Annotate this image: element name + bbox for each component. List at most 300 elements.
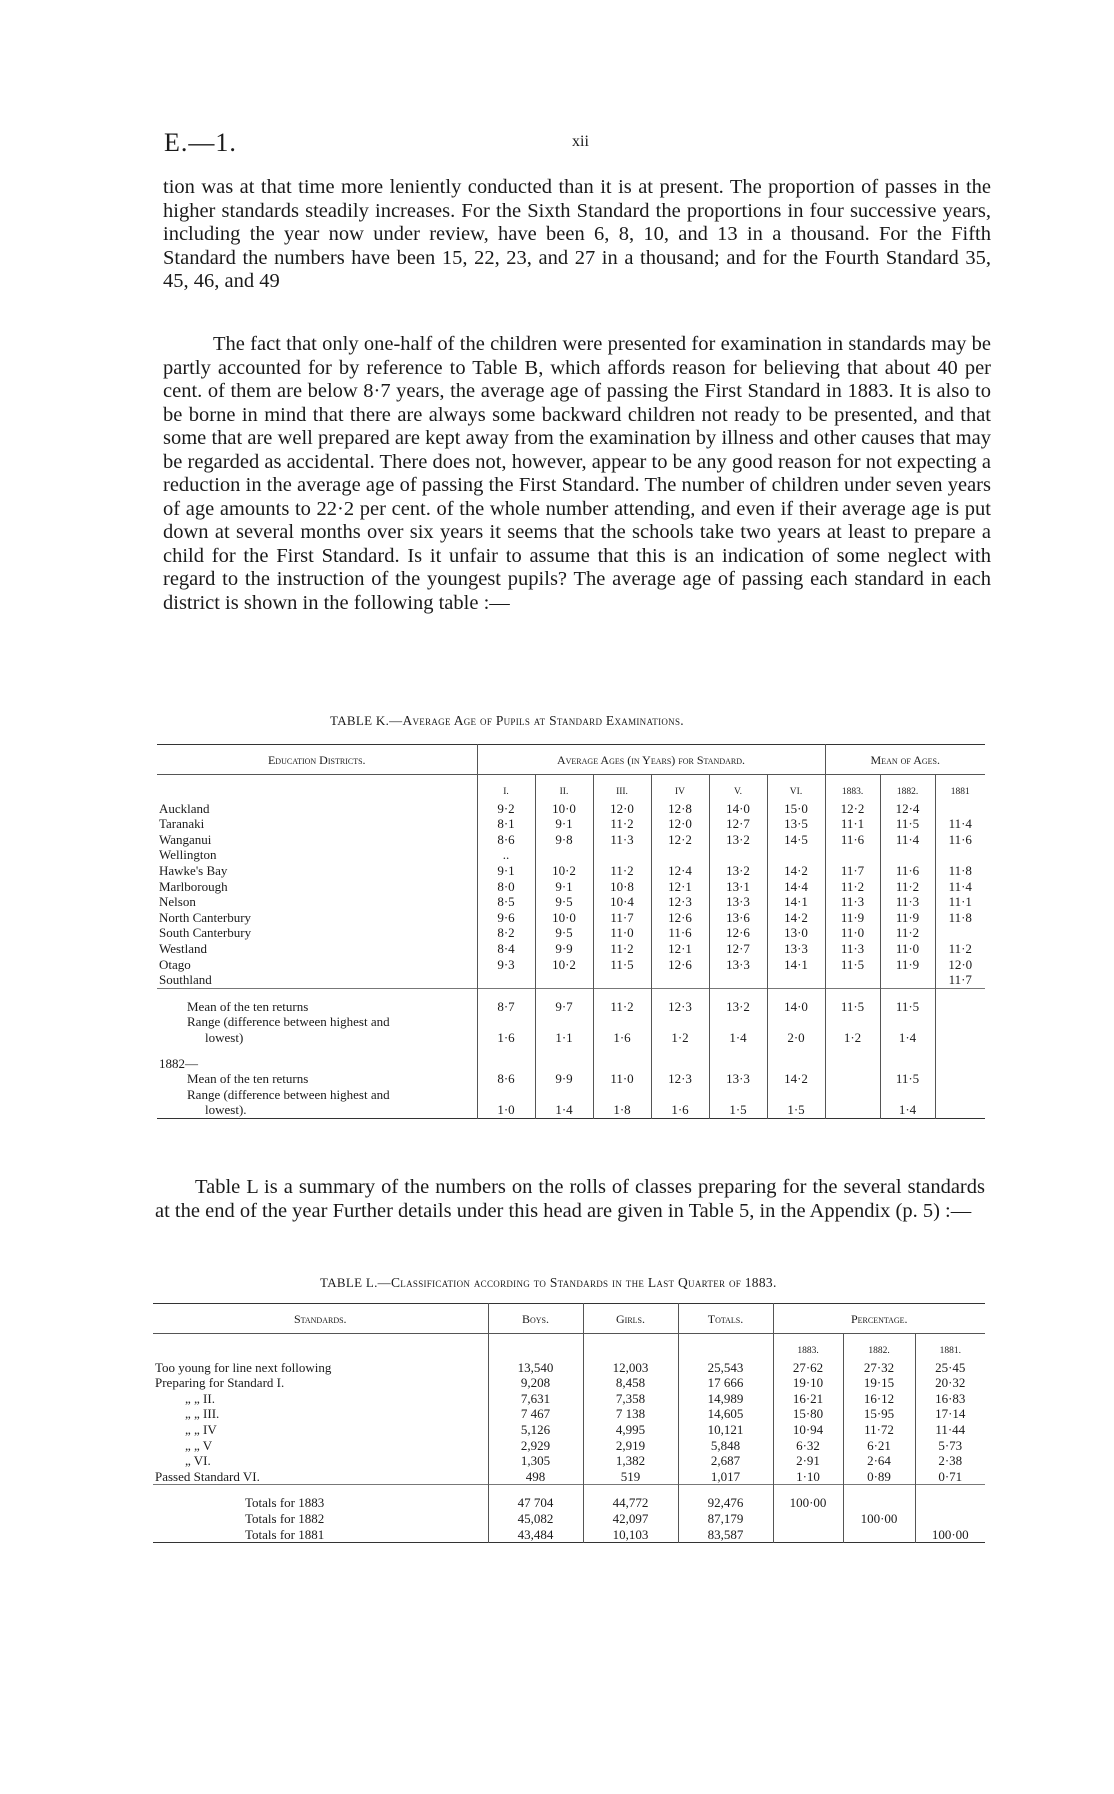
table-cell: 2·91 <box>773 1453 843 1469</box>
table-k-1882-label: 1882— <box>159 1055 198 1071</box>
totals-label: Totals for 1883 <box>245 1495 325 1511</box>
table-cell: 9·1 <box>477 863 535 879</box>
standard-name: „ „ II. <box>185 1390 215 1406</box>
table-cell: 0·89 <box>843 1469 915 1485</box>
table-l-header-boys: Boys. <box>488 1304 583 1334</box>
table-cell: 13·3 <box>709 957 767 973</box>
table-cell: 8·0 <box>477 879 535 895</box>
table-cell <box>477 972 535 988</box>
table-cell: 11·9 <box>825 910 880 926</box>
table-cell: 4,995 <box>583 1422 678 1438</box>
table-cell: 11·6 <box>935 832 985 848</box>
table-k-range-row <box>157 1030 985 1046</box>
table-cell: 8·7 <box>477 999 535 1015</box>
table-k-mean-row <box>157 999 985 1015</box>
table-cell: 1·5 <box>767 1102 825 1118</box>
table-l-subheader: 1881. <box>915 1334 985 1360</box>
table-row <box>153 1360 985 1376</box>
table-cell: 10·2 <box>535 957 593 973</box>
table-k-caption-prefix: TABLE K.— <box>330 713 403 728</box>
table-cell: 1·6 <box>651 1102 709 1118</box>
table-k-mean-label: Mean of the ten returns <box>187 998 309 1014</box>
table-cell: 11·6 <box>880 863 935 879</box>
table-cell: 13·2 <box>709 832 767 848</box>
table-cell: 0·71 <box>915 1469 985 1485</box>
table-row <box>157 894 985 910</box>
table-cell: 100·00 <box>843 1511 915 1527</box>
table-row <box>153 1469 985 1485</box>
table-cell <box>935 1102 985 1118</box>
table-cell: 11·5 <box>880 816 935 832</box>
table-cell: 19·15 <box>843 1375 915 1391</box>
table-cell: 1·6 <box>477 1030 535 1046</box>
table-cell <box>593 847 651 863</box>
table-k-1882-range-label-row <box>157 1087 985 1103</box>
table-cell: 12·3 <box>651 1071 709 1087</box>
table-k-header-mean: Mean of Ages. <box>825 745 985 775</box>
table-cell: 11·2 <box>880 879 935 895</box>
table-cell: 2·64 <box>843 1453 915 1469</box>
table-k-1882-mean-row <box>157 1071 985 1087</box>
table-cell: 15·80 <box>773 1406 843 1422</box>
table-cell: 12·4 <box>651 863 709 879</box>
table-cell: 11·0 <box>825 925 880 941</box>
table-k-1882-range-label: Range (difference between highest and <box>187 1086 390 1102</box>
table-k-subheader: III. <box>593 775 651 801</box>
table-k-subheader: VI. <box>767 775 825 801</box>
standard-name: „ VI. <box>185 1453 211 1469</box>
table-cell: 11·8 <box>935 910 985 926</box>
table-k-subheader: I. <box>477 775 535 801</box>
table-cell <box>843 1527 915 1543</box>
table-cell: 47 704 <box>488 1495 583 1511</box>
district-name: Wellington <box>159 847 217 863</box>
table-l-subheader: 1883. <box>773 1334 843 1360</box>
table-k-caption-title: Average Age of Pupils at Standard Examinations. <box>402 713 684 728</box>
table-cell <box>825 847 880 863</box>
table-cell: 11·2 <box>593 941 651 957</box>
table-cell <box>935 999 985 1015</box>
table-cell: 10,103 <box>583 1527 678 1543</box>
table-cell: 12·3 <box>651 999 709 1015</box>
table-cell: 14,989 <box>678 1391 773 1407</box>
table-cell: 100·00 <box>773 1495 843 1511</box>
table-cell: 14·0 <box>709 801 767 817</box>
table-l-subheader: 1882. <box>843 1334 915 1360</box>
table-cell: 13·6 <box>709 910 767 926</box>
table-cell: 11·0 <box>593 925 651 941</box>
table-cell: 10·8 <box>593 879 651 895</box>
table-cell: 10·0 <box>535 801 593 817</box>
paragraph-3: Table L is a summary of the numbers on the rolls of classes preparing for the several standards at the end of the year Further details under this head are given in Table 5, in the Appendix (p. 5) :— <box>155 1176 985 1222</box>
table-cell <box>915 1495 985 1511</box>
table-cell: 10,121 <box>678 1422 773 1438</box>
table-cell: 8·4 <box>477 941 535 957</box>
district-name: Auckland <box>159 800 210 816</box>
table-cell <box>651 972 709 988</box>
table-k-range-label-2: lowest) <box>205 1029 244 1045</box>
table-row <box>157 801 985 817</box>
table-cell: 9·1 <box>535 816 593 832</box>
table-cell: 14·2 <box>767 1071 825 1087</box>
table-cell: 11·6 <box>651 925 709 941</box>
table-cell: 12·2 <box>651 832 709 848</box>
table-row <box>157 879 985 895</box>
district-name: North Canterbury <box>159 909 252 925</box>
table-cell: 12·3 <box>651 894 709 910</box>
table-cell: 1,382 <box>583 1453 678 1469</box>
table-row <box>157 957 985 973</box>
table-cell: 25,543 <box>678 1360 773 1376</box>
table-l-header-percentage: Percentage. <box>773 1304 985 1334</box>
table-cell: 14·1 <box>767 957 825 973</box>
table-cell: 16·21 <box>773 1391 843 1407</box>
table-k-1882-label-row <box>157 1056 985 1072</box>
table-cell: 11·7 <box>825 863 880 879</box>
table-cell: 92,476 <box>678 1495 773 1511</box>
table-cell <box>935 1030 985 1046</box>
table-k-range-label-row <box>157 1014 985 1030</box>
table-cell: 12·1 <box>651 879 709 895</box>
table-cell: 11·2 <box>593 999 651 1015</box>
table-cell: 12·6 <box>651 910 709 926</box>
table-cell: 44,772 <box>583 1495 678 1511</box>
table-cell: 12·7 <box>709 816 767 832</box>
table-cell: 12·0 <box>593 801 651 817</box>
table-cell: 11·6 <box>825 832 880 848</box>
table-cell: 13·5 <box>767 816 825 832</box>
table-cell: 12·8 <box>651 801 709 817</box>
table-cell: 8·5 <box>477 894 535 910</box>
table-cell: 13·2 <box>709 999 767 1015</box>
table-cell: 519 <box>583 1469 678 1485</box>
table-cell: 9,208 <box>488 1375 583 1391</box>
table-l-body <box>153 1360 985 1485</box>
totals-label: Totals for 1882 <box>245 1510 325 1526</box>
table-cell: 11·2 <box>880 925 935 941</box>
table-l-header-totals: Totals. <box>678 1304 773 1334</box>
table-cell <box>935 1071 985 1087</box>
table-cell <box>535 972 593 988</box>
table-cell: 9·5 <box>535 925 593 941</box>
table-row <box>157 941 985 957</box>
table-k-header-districts: Education Districts. <box>157 745 477 775</box>
table-l <box>153 1303 985 1543</box>
table-cell: 1·5 <box>709 1102 767 1118</box>
table-cell: 15·95 <box>843 1406 915 1422</box>
totals-row <box>153 1511 985 1527</box>
table-cell: 1·4 <box>880 1030 935 1046</box>
table-row <box>153 1422 985 1438</box>
standard-name: Preparing for Standard I. <box>155 1375 285 1391</box>
table-k-caption <box>330 713 684 729</box>
standard-name: Too young for line next following <box>155 1359 332 1375</box>
district-name: Hawke's Bay <box>159 862 228 878</box>
paragraph-1: tion was at that time more leniently conducted than it is at present. The proportion of passes in the higher standards steadily increases. For the Sixth Standard the proportions in four successive years, including the year now under review, have been 6, 8, 10, and 13 in a thousand. For the Fifth Standard the numbers have been 15, 22, 23, and 27 in a thousand; and for the Fourth Standard 35, 45, 46, and 49 <box>163 176 991 292</box>
table-cell: 1·4 <box>709 1030 767 1046</box>
standard-name: „ „ V <box>185 1437 213 1453</box>
district-name: Westland <box>159 940 208 956</box>
district-name: Wanganui <box>159 831 212 847</box>
table-cell: 7 467 <box>488 1406 583 1422</box>
table-l-caption <box>320 1275 777 1291</box>
table-row <box>157 816 985 832</box>
table-cell <box>935 801 985 817</box>
table-cell: 12·4 <box>880 801 935 817</box>
table-cell: 1·4 <box>535 1102 593 1118</box>
table-row <box>153 1375 985 1391</box>
standard-name: „ „ III. <box>185 1406 220 1422</box>
table-cell: 11·7 <box>935 972 985 988</box>
table-cell <box>767 847 825 863</box>
table-cell: 8·1 <box>477 816 535 832</box>
table-cell: 11·3 <box>825 941 880 957</box>
table-k-subheader: IV <box>651 775 709 801</box>
district-name: Otago <box>159 956 191 972</box>
table-cell: 45,082 <box>488 1511 583 1527</box>
table-cell: 6·21 <box>843 1438 915 1454</box>
table-cell: 12·6 <box>709 925 767 941</box>
table-cell: 11·3 <box>825 894 880 910</box>
table-cell: 14·5 <box>767 832 825 848</box>
table-cell: 5,126 <box>488 1422 583 1438</box>
table-l-header-standards: Standards. <box>153 1304 488 1334</box>
totals-row <box>153 1495 985 1511</box>
table-cell <box>773 1511 843 1527</box>
table-cell: 11·4 <box>935 816 985 832</box>
district-name: Nelson <box>159 894 196 910</box>
table-cell: 5,848 <box>678 1438 773 1454</box>
table-cell: 12·1 <box>651 941 709 957</box>
table-cell: 11·8 <box>935 863 985 879</box>
table-cell: 11·2 <box>593 863 651 879</box>
table-cell: 13·3 <box>767 941 825 957</box>
standard-name: „ „ IV <box>185 1421 217 1437</box>
table-cell <box>915 1511 985 1527</box>
table-cell: 1,017 <box>678 1469 773 1485</box>
table-cell: 1·6 <box>593 1030 651 1046</box>
table-cell: 1·2 <box>651 1030 709 1046</box>
table-cell: 1·0 <box>477 1102 535 1118</box>
table-cell: 9·9 <box>535 941 593 957</box>
table-k-summary <box>157 988 985 1118</box>
table-cell: 14·1 <box>767 894 825 910</box>
table-cell <box>767 972 825 988</box>
paragraph-2: The fact that only one-half of the children were presented for examination in standards may be partly accounted for by reference to Table B, which affords reason for believing that about 40 per cent. of them are below 8·7 years, the average age of passing the First Standard in 1883. It is also to be borne in mind that there are always some backward children not ready to be presented, and that some that are well prepared are kept away from the examination by illness and other causes that may be regarded as accidental. There does not, however, appear to be any good reason for not expecting a reduction in the average age of passing the First Standard. The number of children under seven years of age amounts to 22·2 per cent. of the whole number attending, and even if their average age is put down at several months over six years it seems that the schools take two years at least to prepare a child for the First Standard. Is it unfair to assume that this is an indication of some neglect with regard to the instruction of the youngest pupils? The average age of passing each standard in each district is shown in the following table :— <box>163 333 991 614</box>
table-cell: 10·94 <box>773 1422 843 1438</box>
table-cell: 10·2 <box>535 863 593 879</box>
table-cell: 1·4 <box>880 1102 935 1118</box>
table-cell: 11·7 <box>593 910 651 926</box>
table-k <box>157 744 985 1119</box>
table-row <box>153 1406 985 1422</box>
table-cell: 2,929 <box>488 1438 583 1454</box>
table-cell: 13·0 <box>767 925 825 941</box>
table-row <box>157 925 985 941</box>
table-cell: 14·2 <box>767 863 825 879</box>
table-cell <box>651 847 709 863</box>
table-cell: 2·0 <box>767 1030 825 1046</box>
table-cell: 2,919 <box>583 1438 678 1454</box>
table-cell: 16·12 <box>843 1391 915 1407</box>
table-cell: 17·14 <box>915 1406 985 1422</box>
table-cell: 12·6 <box>651 957 709 973</box>
table-cell <box>935 925 985 941</box>
table-cell: 7,631 <box>488 1391 583 1407</box>
table-cell: 12·0 <box>651 816 709 832</box>
table-cell: 11·3 <box>593 832 651 848</box>
table-row <box>157 847 985 863</box>
table-row <box>153 1438 985 1454</box>
page-number: xii <box>572 133 589 150</box>
table-cell: 11·9 <box>880 957 935 973</box>
table-k-header-row <box>157 745 985 775</box>
table-cell: 11·5 <box>593 957 651 973</box>
table-k-1882-range-label-2: lowest). <box>205 1102 247 1118</box>
table-k-header-ages: Average Ages (in Years) for Standard. <box>477 745 825 775</box>
table-cell: 10·0 <box>535 910 593 926</box>
table-cell: 25·45 <box>915 1360 985 1376</box>
table-cell: 11·0 <box>880 941 935 957</box>
document-code: E.—1. <box>164 128 237 157</box>
table-cell: 14·0 <box>767 999 825 1015</box>
table-cell: 2·38 <box>915 1453 985 1469</box>
table-cell: 16·83 <box>915 1391 985 1407</box>
table-cell: 11·4 <box>880 832 935 848</box>
table-cell: 87,179 <box>678 1511 773 1527</box>
table-cell: 15·0 <box>767 801 825 817</box>
table-cell: 11·0 <box>593 1071 651 1087</box>
table-k-subheader: 1881 <box>935 775 985 801</box>
table-cell: 9·7 <box>535 999 593 1015</box>
table-cell: 13·1 <box>709 879 767 895</box>
table-cell: 14,605 <box>678 1406 773 1422</box>
table-cell: 11·1 <box>935 894 985 910</box>
table-cell: 17 666 <box>678 1375 773 1391</box>
table-cell: 13·3 <box>709 1071 767 1087</box>
table-k-subheader-row <box>157 775 985 801</box>
table-row <box>153 1453 985 1469</box>
table-row <box>157 863 985 879</box>
table-cell: 7,358 <box>583 1391 678 1407</box>
table-cell: 11·9 <box>880 910 935 926</box>
table-cell: 9·3 <box>477 957 535 973</box>
table-cell: 11·72 <box>843 1422 915 1438</box>
table-cell: 11·5 <box>825 957 880 973</box>
table-cell: 1·10 <box>773 1469 843 1485</box>
table-cell: 19·10 <box>773 1375 843 1391</box>
table-cell: 13·3 <box>709 894 767 910</box>
table-cell: 9·2 <box>477 801 535 817</box>
table-k-body <box>157 801 985 989</box>
table-k-1882-range-row <box>157 1102 985 1118</box>
table-cell: 11·2 <box>825 879 880 895</box>
table-cell: 9·9 <box>535 1071 593 1087</box>
standard-name: Passed Standard VI. <box>155 1468 260 1484</box>
table-cell: 8·6 <box>477 832 535 848</box>
table-cell: 8,458 <box>583 1375 678 1391</box>
totals-row <box>153 1527 985 1543</box>
table-cell: 2,687 <box>678 1453 773 1469</box>
table-l-caption-title: Classification according to Standards in the Last Quarter of 1883. <box>390 1275 777 1290</box>
table-k-subheader: 1883. <box>825 775 880 801</box>
table-cell: 11·1 <box>825 816 880 832</box>
table-row <box>157 832 985 848</box>
table-cell: 498 <box>488 1469 583 1485</box>
table-cell: 8·6 <box>477 1071 535 1087</box>
district-name: South Canterbury <box>159 925 252 941</box>
table-cell: 10·4 <box>593 894 651 910</box>
table-cell: 8·2 <box>477 925 535 941</box>
table-cell: 43,484 <box>488 1527 583 1543</box>
table-cell: 100·00 <box>915 1527 985 1543</box>
table-cell <box>825 1102 880 1118</box>
district-name: Southland <box>159 972 212 988</box>
table-cell <box>825 1071 880 1087</box>
table-cell: 1·1 <box>535 1030 593 1046</box>
table-cell <box>593 972 651 988</box>
table-cell: 42,097 <box>583 1511 678 1527</box>
table-l-caption-prefix: TABLE L.— <box>320 1275 391 1290</box>
table-cell: 9·8 <box>535 832 593 848</box>
table-cell: 5·73 <box>915 1438 985 1454</box>
table-cell: 11·2 <box>935 941 985 957</box>
table-cell <box>535 847 593 863</box>
table-cell: 11·44 <box>915 1422 985 1438</box>
table-cell <box>709 972 767 988</box>
table-cell: 27·32 <box>843 1360 915 1376</box>
table-cell: 11·3 <box>880 894 935 910</box>
table-cell: .. <box>477 847 535 863</box>
table-cell <box>709 847 767 863</box>
table-l-subheader-row <box>153 1334 985 1360</box>
district-name: Taranaki <box>159 816 205 832</box>
table-k-1882-mean-label: Mean of the ten returns <box>187 1071 309 1087</box>
table-cell <box>880 847 935 863</box>
table-row <box>153 1391 985 1407</box>
table-row <box>157 972 985 988</box>
table-cell: 9·1 <box>535 879 593 895</box>
table-l-header-row <box>153 1304 985 1334</box>
table-k-subheader: V. <box>709 775 767 801</box>
table-cell: 11·5 <box>880 1071 935 1087</box>
table-k-subheader: II. <box>535 775 593 801</box>
table-cell: 9·5 <box>535 894 593 910</box>
table-cell <box>825 972 880 988</box>
table-l-header-girls: Girls. <box>583 1304 678 1334</box>
table-k-range-label: Range (difference between highest and <box>187 1014 390 1030</box>
district-name: Marlborough <box>159 878 228 894</box>
table-cell: 11·5 <box>825 999 880 1015</box>
table-cell: 14·4 <box>767 879 825 895</box>
table-cell <box>773 1527 843 1543</box>
table-l-totals <box>153 1485 985 1543</box>
table-cell: 11·4 <box>935 879 985 895</box>
table-cell: 13,540 <box>488 1360 583 1376</box>
table-cell: 11·5 <box>880 999 935 1015</box>
table-cell: 14·2 <box>767 910 825 926</box>
table-cell <box>880 972 935 988</box>
table-cell: 11·2 <box>593 816 651 832</box>
table-cell: 1,305 <box>488 1453 583 1469</box>
table-cell: 20·32 <box>915 1375 985 1391</box>
totals-label: Totals for 1881 <box>245 1526 325 1542</box>
table-cell: 12·2 <box>825 801 880 817</box>
table-cell: 1·2 <box>825 1030 880 1046</box>
table-row <box>157 910 985 926</box>
table-cell: 12·0 <box>935 957 985 973</box>
table-cell: 1·8 <box>593 1102 651 1118</box>
